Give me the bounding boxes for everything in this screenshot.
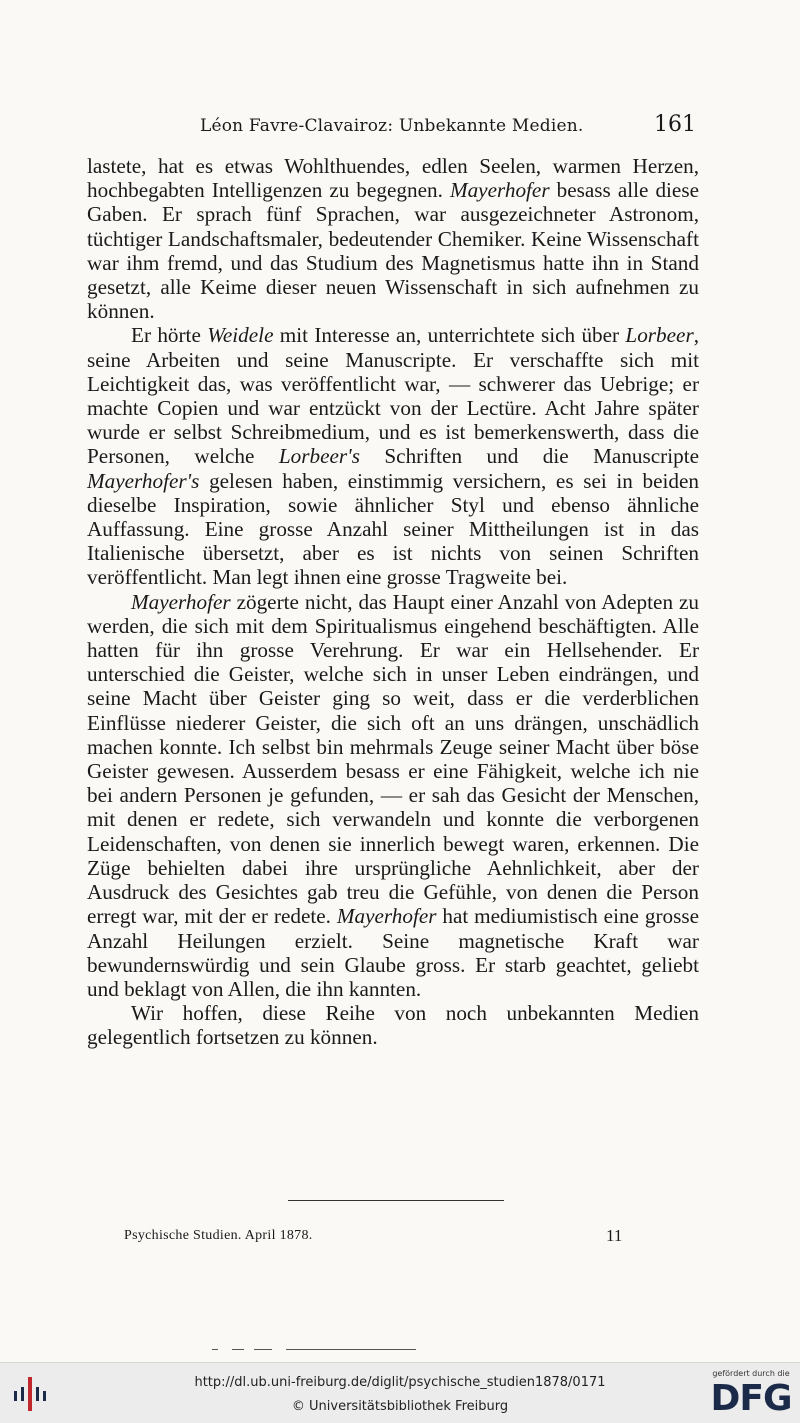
section-divider	[288, 1200, 504, 1201]
text-run: , seine Arbeiten und seine Manuscripte. Er verschaffte sich mit Leichtigkeit das, was veröffentlicht war, — schwerer das Uebrige; er machte Copien und war entzückt von der Lectüre. Acht Jahre später wurde er selbst Schreibmedium, und es ist bemerkenswerth, dass die Personen, welche	[87, 323, 699, 469]
paragraph-2	[87, 323, 699, 589]
text-run: gelesen haben, einstimmig versichern, es sei in beiden dieselbe Inspiration, sowie ähnlicher Styl und ebenso ähnliche Auffassung. Eine grosse Anzahl seiner Mittheilungen ist in das Italienische übersetzt, aber es ist nichts von seinen Schriften veröffentlicht. Man legt ihnen eine grosse Tragweite bei.	[87, 468, 699, 590]
running-title: Léon Favre-Clavairoz: Unbekannte Medien.	[200, 116, 584, 136]
copyright-notice: © Universitätsbibliothek Freiburg	[291, 1399, 509, 1414]
paragraph-4	[87, 1001, 699, 1049]
italic-name: Lorbeer	[625, 323, 694, 348]
journal-footer: Psychische Studien. April 1878.	[124, 1228, 313, 1243]
italic-name: Mayerhofer	[336, 904, 437, 929]
scan-artifact-line	[286, 1349, 416, 1350]
page-header	[200, 112, 696, 142]
text-run: Er hörte	[131, 323, 208, 348]
text-run: Schriften und die Manuscripte	[359, 444, 699, 469]
dfg-logo-text: DFG	[710, 1378, 792, 1419]
dfg-funded-label: gefördert durch die	[712, 1369, 790, 1378]
italic-name: Mayerhofer	[449, 178, 550, 203]
italic-name: Mayerhofer	[131, 589, 231, 614]
italic-name: Weidele	[207, 323, 274, 348]
paragraph-3	[87, 590, 699, 1001]
dfg-logo[interactable]	[706, 1369, 796, 1421]
viewer-footer-bar	[0, 1362, 800, 1423]
text-run: hat mediumistisch eine grosse Anzahl Heilungen erzielt. Seine magnetische Kraft war bewundernswürdig und sein Glaube gross. Er starb geachtet, geliebt und beklagt von Allen, die ihn kannten.	[87, 904, 699, 1001]
text-run: besass alle diese Gaben. Er sprach fünf Sprachen, war ausgezeichneter Astronom, tüchtiger Landschaftsmaler, bedeutender Chemiker. Keine Wissenschaft war ihm fremd, und das Studium des Magnetismus hatte ihn in Stand gesetzt, alle Keime dieser neuen Wissenschaft in sich aufnehmen zu können.	[87, 178, 699, 324]
permalink-url[interactable]: http://dl.ub.uni-freiburg.de/diglit/psychische_studien1878/0171	[194, 1375, 606, 1390]
body-text	[87, 154, 699, 1050]
text-run: mit Interesse an, unterrichtete sich über	[273, 323, 626, 348]
text-run: zögerte nicht, das Haupt einer Anzahl von Adepten zu werden, die sich mit dem Spiritualismus eingehend beschäftigten. Alle hatten für ihn grosse Verehrung. Er war ein Hellsehender. Er unterschied die Geister, welche sich in unser Leben eindrängen, und seine Macht über Geister ging so weit, dass er die verderblichen Einflüsse niederer Geister, die sich oft an uns drängen, unschädlich machen konnte. Ich selbst bin mehrmals Zeuge seiner Macht über böse Geister gewesen. Ausserdem besass er eine Fähigkeit, welche ich nie bei andern Personen je gefunden, — er sah das Gesicht der Menschen, mit denen er redete, sich verwandeln und konnte die verborgenen Leidenschaften, von denen sie innerlich bewegt waren, erkennen. Die Züge behielten dabei ihre ursprüngliche Aehnlichkeit, aber der Ausdruck des Gesichtes gab treu die Gefühle, von denen die Person erregt war, mit der er redete.	[87, 589, 699, 929]
italic-name: Lorbeer's	[278, 444, 360, 469]
text-run: Wir hoffen, diese Reihe von noch unbekannten Medien gelegentlich fortsetzen zu können.	[87, 1001, 699, 1050]
scan-artifact-line	[254, 1349, 272, 1350]
page-number: 161	[654, 112, 696, 137]
signature-mark: 11	[606, 1226, 623, 1245]
italic-name: Mayerhofer's	[87, 468, 200, 493]
text-run: lastete, hat es etwas Wohlthuendes, edlen Seelen, warmen Herzen, hochbegabten Intelligenzen zu begegnen.	[87, 154, 699, 203]
scan-artifact-line	[212, 1349, 218, 1350]
scan-artifact-line	[232, 1349, 244, 1350]
paragraph-1	[87, 154, 699, 323]
